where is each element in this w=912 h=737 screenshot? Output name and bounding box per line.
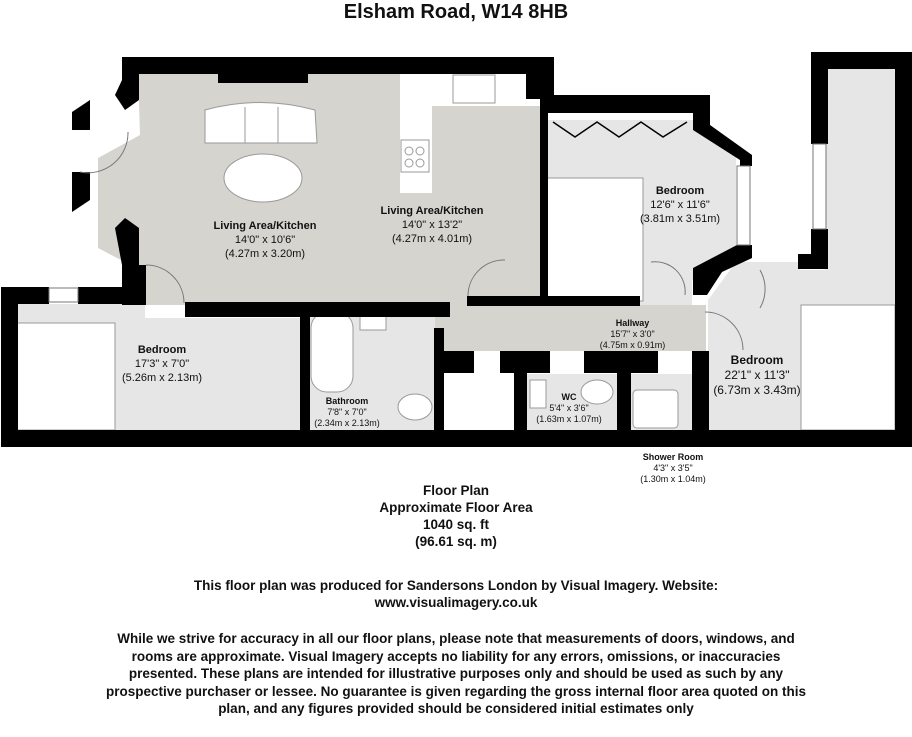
window — [813, 144, 826, 229]
room-label-hallway: Hallway 15'7" x 3'0" (4.75m x 0.91m) — [599, 318, 666, 350]
room-label-living-right: Living Area/Kitchen 14'0" x 13'2" (4.27m x 4.01m) — [380, 205, 484, 245]
bed-icon — [801, 305, 895, 430]
credit-text: This floor plan was produced for Sandersons London by Visual Imagery. Website: www.visualimagery.co.uk — [193, 578, 719, 610]
bathtub-icon — [311, 312, 353, 392]
window — [49, 288, 78, 302]
shower-tray-icon — [633, 390, 678, 428]
room-label-living-left: Living Area/Kitchen 14'0" x 10'6" (4.27m x 3.20m) — [213, 220, 317, 260]
page-title: Elsham Road, W14 8HB — [343, 1, 569, 23]
disclaimer-text: While we strive for accuracy in all our floor plans, please note that measurements of doors, windows, and rooms are approximate. Visual Imagery accepts no liability for any errors, omissions, or inaccuracies presented. These plans are intended for illustrative purposes only and should be used as such by any prospective purchaser or lessee. No guarantee is given regarding the gross internal floor area quoted on this plan, and any figures provided should be considered initial estimates only — [106, 631, 806, 717]
table-icon — [224, 154, 302, 202]
hob-icon — [401, 140, 429, 172]
room-label-shower: Shower Room 4'3" x 3'5" (1.30m x 1.04m) — [640, 452, 706, 484]
room-label-wc: WC 5'4" x 3'6" (1.63m x 1.07m) — [536, 392, 602, 424]
sink-icon — [453, 75, 495, 103]
room-label-bedroom-left: Bedroom 17'3" x 7'0" (5.26m x 2.13m) — [121, 344, 203, 384]
sofa-icon — [205, 103, 317, 144]
floor-area-summary: Floor Plan Approximate Floor Area 1040 sq. ft (96.61 sq. m) — [379, 483, 533, 549]
bed-icon — [17, 323, 115, 430]
room-label-bathroom: Bathroom 7'8" x 7'0" (2.34m x 2.13m) — [314, 396, 380, 428]
room-label-bedroom-top: Bedroom 12'6" x 11'6" (3.81m x 3.51m) — [639, 185, 721, 225]
room-label-bedroom-right: Bedroom 22'1" x 11'3" (6.73m x 3.43m) — [713, 353, 801, 397]
toilet-icon — [398, 394, 432, 420]
